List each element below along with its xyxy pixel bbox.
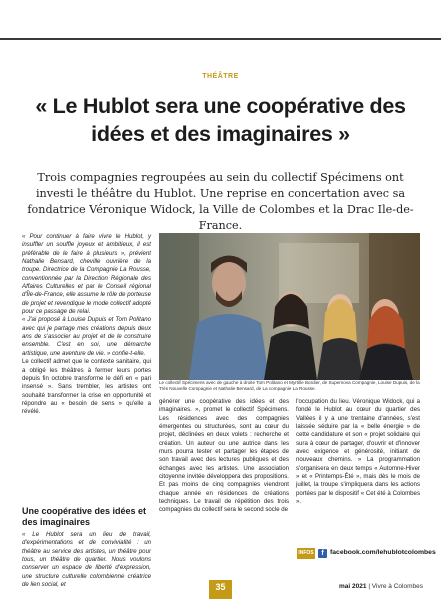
section-label: THÉÂTRE xyxy=(202,73,239,80)
facebook-link[interactable]: facebook.com/lehublotcolombes xyxy=(330,549,436,556)
paragraph: l'occupation du lieu. Véronique Widock, qui a fondé le Hublot au cœur du quartier des Vallées il y a une trentaine d'années, s'est laissée séduire par la « belle énergie » de cette candidature et son « projet solidaire qui sura à cœur de partager, d'ouvrir et d'innover avec exigence et générosité, initiant de nouveaux chemins. » La programmation s'organisera en deux temps « Automne-Hiver » et « Printemps-Été », mais dès le mois de juillet, la troupe s'impliquera dans les actions portées par le dispositif « Cet été à Colombes ». xyxy=(296,398,420,506)
footer-date: mai 2021 xyxy=(339,583,367,590)
column-3 xyxy=(296,398,420,506)
paragraph: générer une coopérative des idées et des imaginaires. », promet le collectif Spécimens. Les résidences avec des compagnies émergentes ou structurées, sont au cœur du projet, déclinées en deux volets : recherche et création. Un auteur ou une autrice dans les murs pourra tester et partager les étapes de son travail avec des lectures publiques et des échanges avec les artistes. Une association citoyenne invitée développera des propositions. Et pas moins de cinq compagnies viendront chaque année en résidences de créations techniques. Le travail de répétition des trois compagnies du collectif sera le second socle de xyxy=(159,398,289,514)
subheading: Une coopérative des idées et des imaginaires xyxy=(22,506,147,527)
photo-illustration xyxy=(159,233,420,380)
footer-issue xyxy=(339,583,423,590)
footer-magazine: | Vivre à Colombes xyxy=(368,583,423,590)
info-badge: INFOS xyxy=(297,548,315,559)
paragraph: « J'ai proposé à Louise Dupuis et Tom Politano avec qui je partage mes créations depuis deux ans de s'associer au projet et de le construire ensemble. C'est en soi, une démarche artistique, une aventure de vie. » confie-t-elle. xyxy=(22,316,151,357)
intro-paragraph: Trois compagnies regroupées au sein du collectif Spécimens ont investi le théâtre du Hublot. Une reprise en concertation avec sa fondatrice Véronique Widock, la Ville de Colombes et la Drac Ile-de-France. xyxy=(27,171,414,232)
column-1 xyxy=(22,233,151,417)
page-number: 35 xyxy=(209,580,232,599)
paragraph: Le collectif admet que le contexte sanitaire, qui a obligé les théâtres à fermer leurs portes depuis fin octobre transforme le défi en « pari insensé ». Sans trembler, les artistes ont souhaité transformer la crise en opportunité et répondre au « besoin de sens » qu'elle a révélé. xyxy=(22,358,151,416)
top-rule xyxy=(0,38,441,40)
headline: « Le Hublot sera une coopérative des idées et des imaginaires » xyxy=(35,94,406,146)
photo-caption: Le collectif Spécimens avec de gauche à droite Tom Politano et Myrtille Bordier, de Supernova Compagnie, Louise Dupuis, de la Très Nouvelle Compagnie et Nathalie Bensard, de La compagnie La Rousse. xyxy=(159,380,420,391)
paragraph: « Pour continuer à faire vivre le Hublot, y insuffler un souffle joyeux et ambitieux, il est préférable de le faire à plusieurs », prévient Nathalie Bensard, cheville ouvrière de la troupe. Directrice de la Compagnie La Rousse, conventionnée par la Direction Régionale des Affaires Culturelles et par le Conseil régional d'Île-de-France, elle assume le rôle de porteuse de projet et revendique le mode collectif adopté pour ce passage de relai. xyxy=(22,233,151,316)
column-1-continued xyxy=(22,531,151,589)
facebook-icon: f xyxy=(318,549,327,558)
column-2 xyxy=(159,398,289,515)
group-photo xyxy=(159,233,420,380)
paragraph: « Le Hublot sera un lieu de travail, d'expérimentations et de convivialité : un théâtre au service des artistes, un théâtre pour tous, un théâtre de quartier. Nous voulons conserver un espace de liberté d'expression, une structure culturelle colombienne créatrice de lien social, et xyxy=(22,531,151,589)
